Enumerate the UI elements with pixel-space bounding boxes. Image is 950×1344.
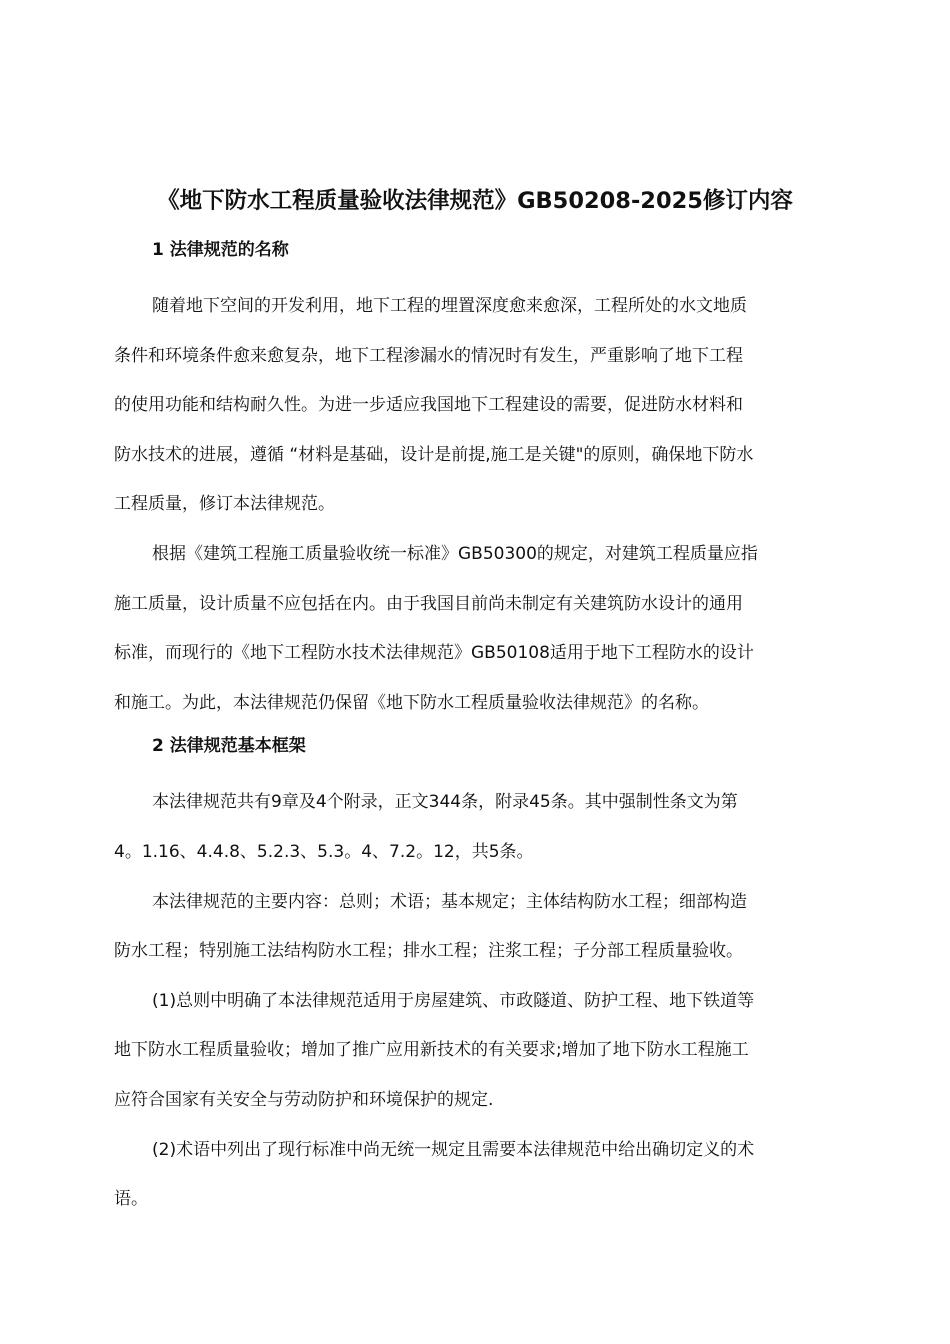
paragraph-line: 条件和环境条件愈来愈复杂，地下工程渗漏水的情况时有发生，严重影响了地下工程 — [114, 345, 743, 366]
paragraph-terms — [114, 1126, 838, 1225]
paragraph-background — [114, 282, 838, 530]
paragraph-line: 标准，而现行的《地下工程防水技术法律规范》GB50108适用于地下工程防水的设计 — [114, 643, 754, 664]
paragraph-main-contents — [114, 878, 838, 977]
paragraph-naming-basis — [114, 530, 838, 728]
paragraph-line: 4。1.16、4.4.8、5.2.3、5.3。4、7.2。12，共5条。 — [114, 841, 534, 862]
paragraph-line: 本法律规范共有9章及4个附录，正文344条，附录45条。其中强制性条文为第 — [152, 792, 738, 813]
paragraph-line: 本法律规范的主要内容：总则；术语；基本规定；主体结构防水工程；细部构造 — [152, 891, 747, 912]
paragraph-line: 防水工程；特别施工法结构防水工程；排水工程；注浆工程；子分部工程质量验收。 — [114, 941, 743, 962]
paragraph-line: 地下防水工程质量验收；增加了推广应用新技术的有关要求;增加了地下防水工程施工 — [114, 1040, 749, 1061]
document-title: 《地下防水工程质量验收法律规范》GB50208-2025修订内容 — [157, 188, 793, 214]
paragraph-line: 的使用功能和结构耐久性。为进一步适应我国地下工程建设的需要，促进防水材料和 — [114, 395, 743, 416]
paragraph-line: (1)总则中明确了本法律规范适用于房屋建筑、市政隧道、防护工程、地下铁道等 — [152, 990, 755, 1011]
section-heading-name: 1 法律规范的名称 — [152, 240, 289, 260]
paragraph-line: 应符合国家有关安全与劳动防护和环境保护的规定. — [114, 1089, 494, 1110]
paragraph-general-provisions — [114, 977, 838, 1126]
document-body — [114, 232, 838, 1225]
paragraph-line: 工程质量，修订本法律规范。 — [114, 494, 335, 515]
paragraph-line: 根据《建筑工程施工质量验收统一标准》GB50300的规定，对建筑工程质量应指 — [152, 543, 758, 564]
paragraph-line: 随着地下空间的开发利用，地下工程的埋置深度愈来愈深，工程所处的水文地质 — [152, 296, 747, 316]
paragraph-line: 和施工。为此，本法律规范仍保留《地下防水工程质量验收法律规范》的名称。 — [114, 692, 709, 713]
paragraph-line: 防水技术的进展，遵循 “材料是基础，设计是前提,施工是关键"的原则，确保地下防水 — [114, 444, 754, 465]
section-heading-framework: 2 法律规范基本框架 — [152, 736, 306, 757]
paragraph-line: 语。 — [114, 1189, 148, 1210]
paragraph-line: 施工质量，设计质量不应包括在内。由于我国目前尚未制定有关建筑防水设计的通用 — [114, 593, 743, 614]
paragraph-line: (2)术语中列出了现行标准中尚无统一规定且需要本法律规范中给出确切定义的术 — [152, 1139, 755, 1160]
paragraph-chapter-count — [114, 778, 838, 877]
